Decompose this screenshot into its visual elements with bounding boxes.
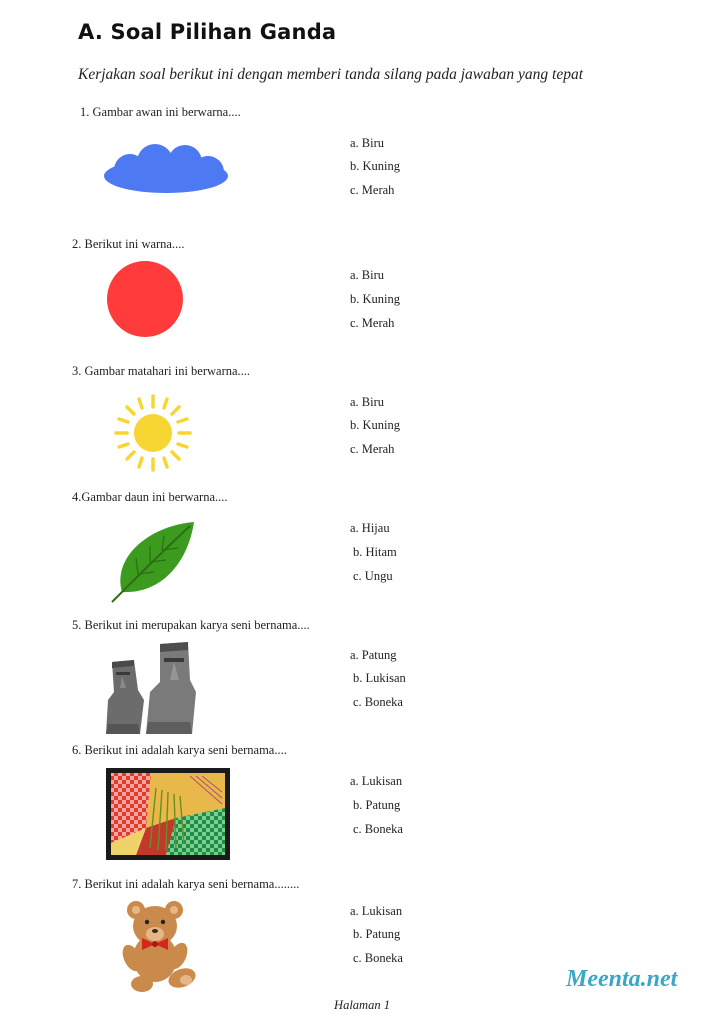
q5-option-c[interactable]: c. Boneka (353, 695, 403, 709)
q1-option-b[interactable]: b. Kuning (350, 159, 400, 173)
page-footer: Halaman 1 (334, 998, 390, 1012)
statue-icon (104, 640, 198, 736)
painting-icon (106, 768, 230, 860)
cloud-icon (100, 142, 232, 198)
q6-option-a[interactable]: a. Lukisan (350, 774, 403, 788)
page-title: A. Soal Pilihan Ganda (78, 20, 337, 44)
q7-option-b[interactable]: b. Patung (353, 927, 401, 941)
instruction-text: Kerjakan soal berikut ini dengan memberi tanda silang pada jawaban yang tepat (78, 66, 583, 83)
q2-option-a[interactable]: a. Biru (350, 268, 385, 282)
q5-option-b[interactable]: b. Lukisan (353, 671, 406, 685)
q3-option-b[interactable]: b. Kuning (350, 418, 400, 432)
red-circle-icon (106, 260, 184, 338)
question-6-text: 6. Berikut ini adalah karya seni bernama.... (72, 743, 287, 757)
question-3-text: 3. Gambar matahari ini berwarna.... (72, 364, 251, 378)
q3-option-a[interactable]: a. Biru (350, 395, 385, 409)
q7-option-a[interactable]: a. Lukisan (350, 904, 403, 918)
q6-option-c[interactable]: c. Boneka (353, 822, 403, 836)
question-2-text: 2. Berikut ini warna.... (72, 237, 185, 251)
teddy-bear-icon (120, 898, 204, 994)
brand-watermark: Meenta.net (566, 966, 678, 992)
q7-option-c[interactable]: c. Boneka (353, 951, 403, 965)
leaf-icon (108, 518, 198, 604)
q4-option-c[interactable]: c. Ungu (353, 569, 393, 583)
question-5-text: 5. Berikut ini merupakan karya seni bernama.... (72, 618, 310, 632)
question-7-text: 7. Berikut ini adalah karya seni bernama........ (72, 877, 300, 891)
question-1-text: 1. Gambar awan ini berwarna.... (80, 105, 241, 119)
q5-option-a[interactable]: a. Patung (350, 648, 397, 662)
q6-option-b[interactable]: b. Patung (353, 798, 401, 812)
q2-option-b[interactable]: b. Kuning (350, 292, 400, 306)
q4-option-a[interactable]: a. Hijau (350, 521, 390, 535)
sun-icon (112, 392, 194, 474)
q1-option-c[interactable]: c. Merah (350, 183, 395, 197)
q2-option-c[interactable]: c. Merah (350, 316, 395, 330)
q3-option-c[interactable]: c. Merah (350, 442, 395, 456)
q4-option-b[interactable]: b. Hitam (353, 545, 397, 559)
q1-option-a[interactable]: a. Biru (350, 136, 385, 150)
question-4-text: 4.Gambar daun ini berwarna.... (72, 490, 228, 504)
